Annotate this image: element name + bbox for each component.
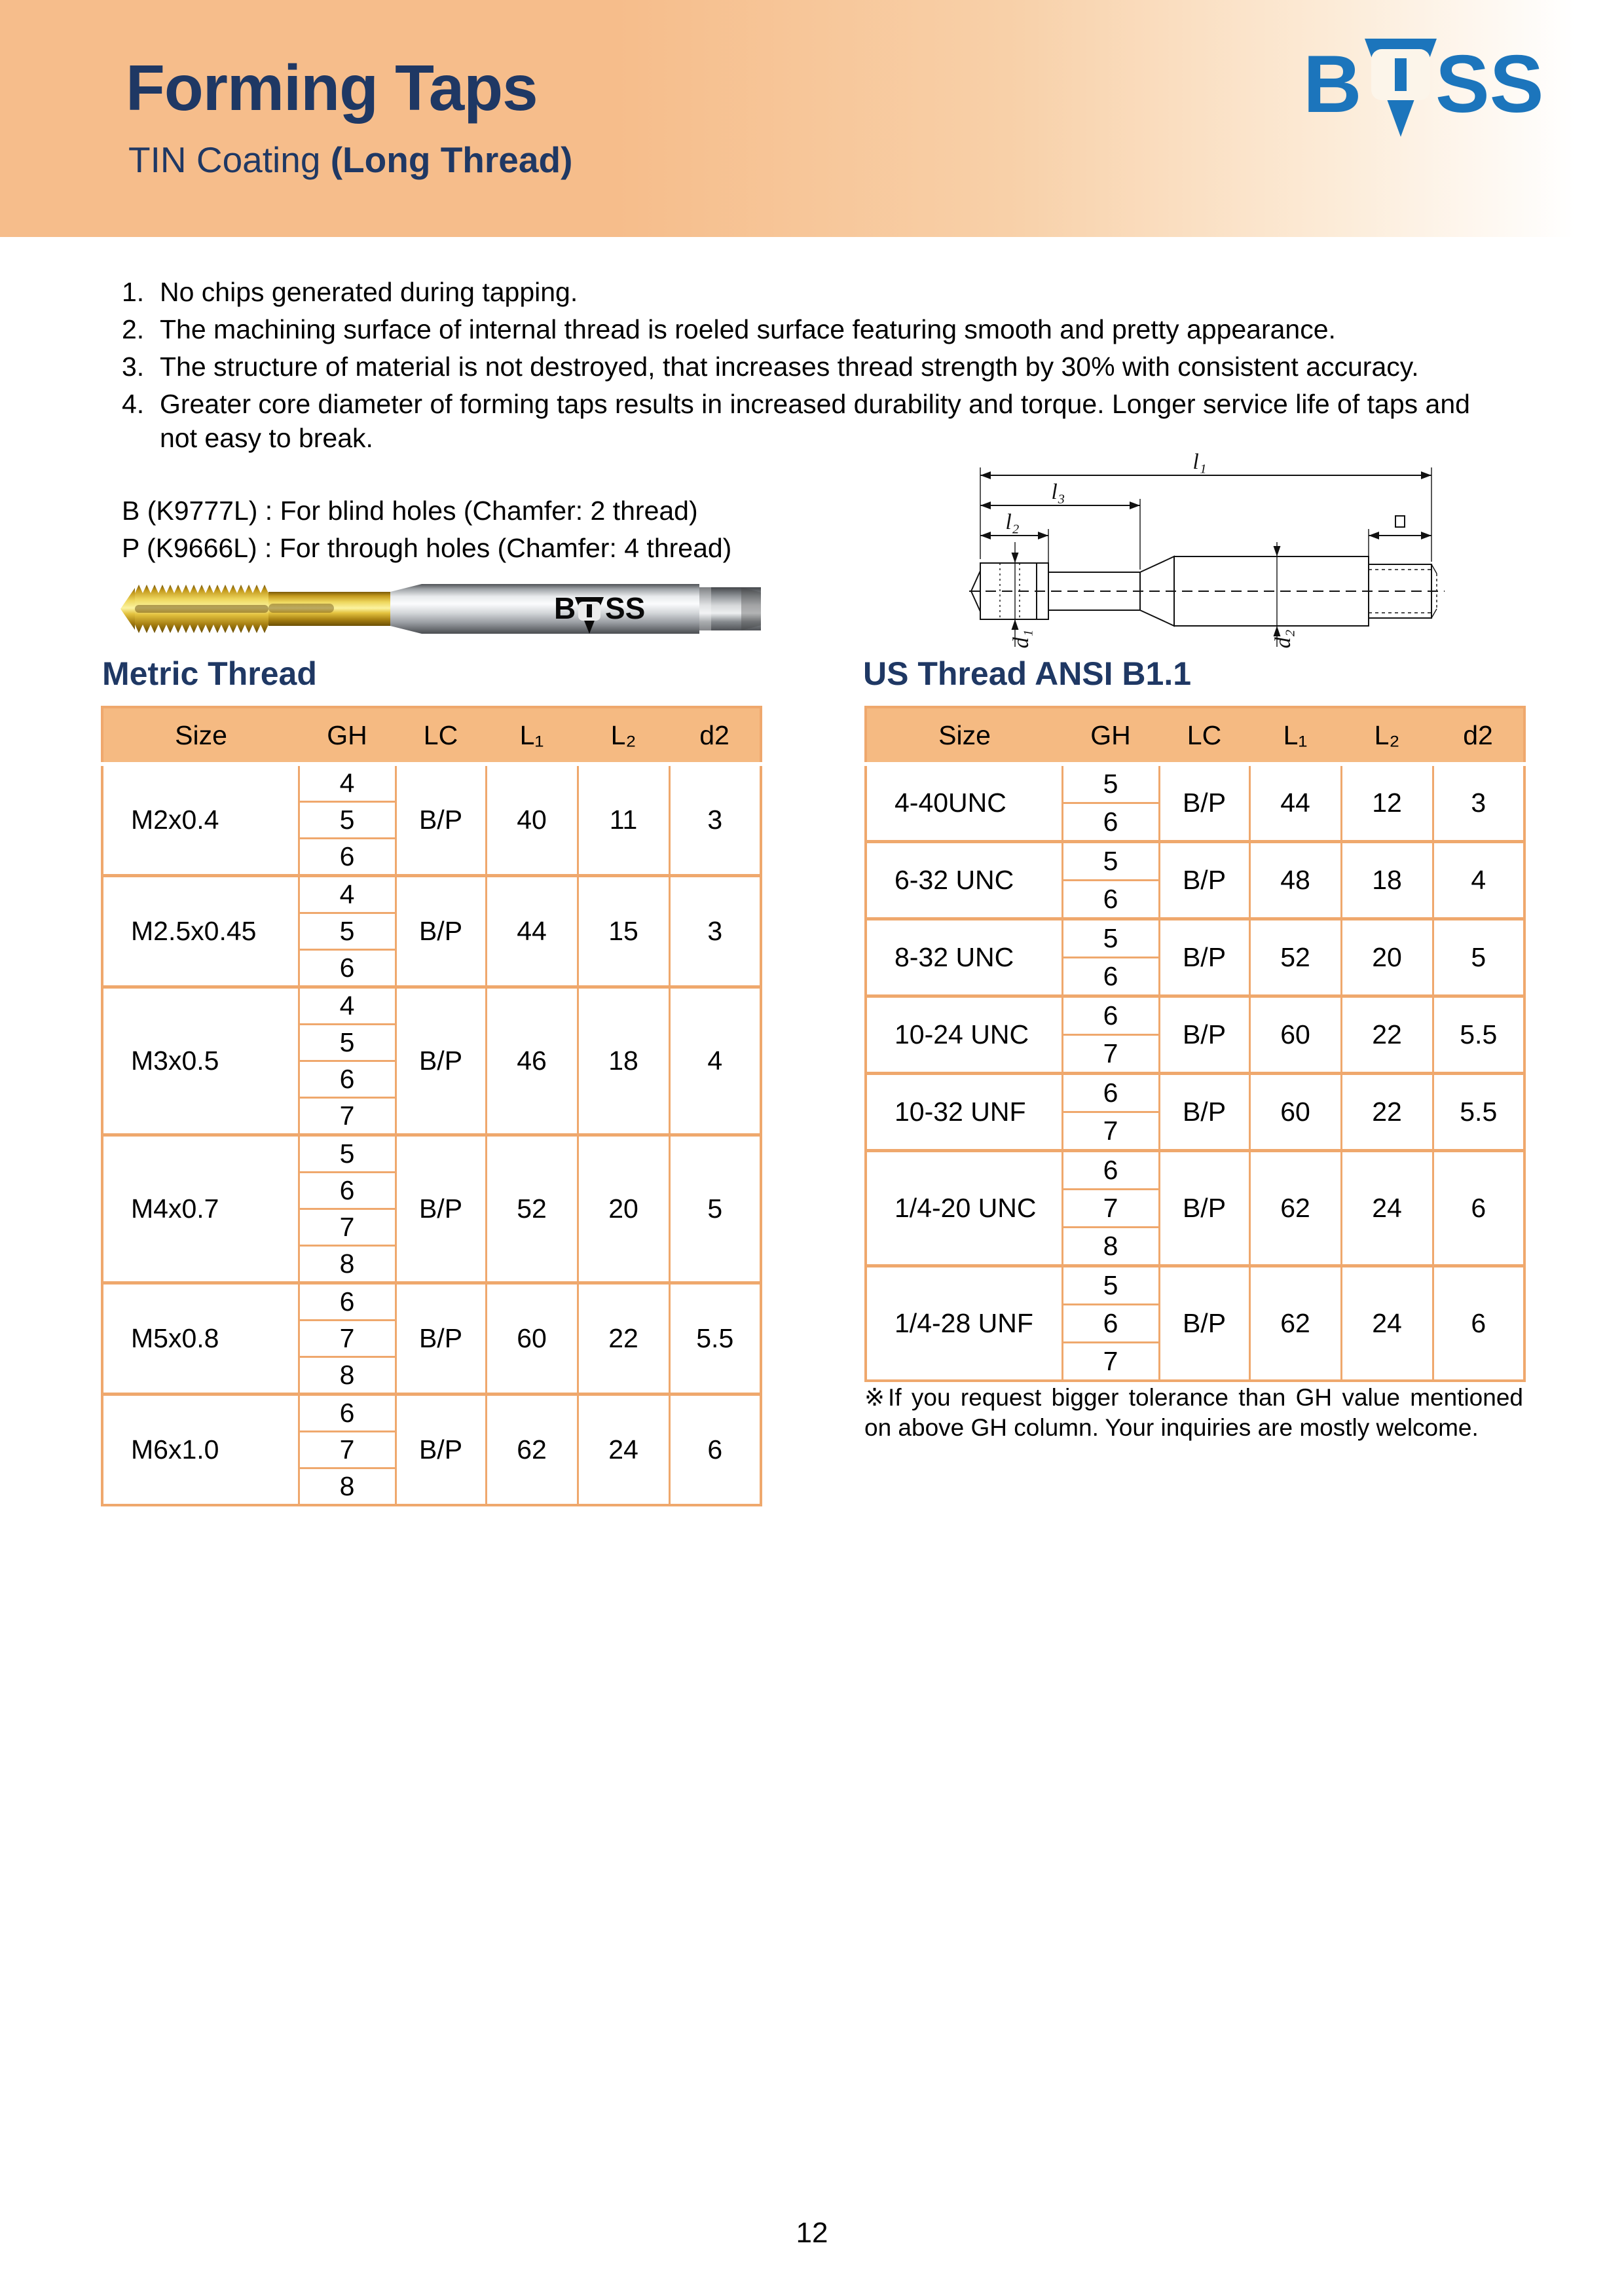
gh-cell: 6 xyxy=(1062,1074,1159,1112)
lc-cell: B/P xyxy=(1159,996,1249,1074)
l2-cell: 20 xyxy=(578,1135,669,1283)
feature-item xyxy=(122,275,1510,309)
gh-cell: 4 xyxy=(299,876,396,913)
gh-cell: 6 xyxy=(299,1394,396,1432)
size-cell: 10-32 UNF xyxy=(866,1074,1062,1151)
column-header: LC xyxy=(1159,707,1249,764)
l1-cell: 40 xyxy=(486,764,578,876)
gh-cell: 5 xyxy=(1062,919,1159,958)
table-row xyxy=(102,1283,761,1321)
column-header: d2 xyxy=(669,707,761,764)
d2-cell: 5.5 xyxy=(669,1283,761,1394)
diagram-extension-lines xyxy=(980,467,1431,570)
l1-cell: 62 xyxy=(486,1394,578,1506)
lc-cell: B/P xyxy=(396,1394,486,1506)
column-header: d2 xyxy=(1433,707,1524,764)
l1-cell: 60 xyxy=(1249,996,1341,1074)
size-cell: 1/4-20 UNC xyxy=(866,1151,1062,1266)
us-section-title: US Thread ANSI B1.1 xyxy=(863,655,1192,692)
l1-cell: 62 xyxy=(1249,1266,1341,1381)
d2-cell: 3 xyxy=(669,764,761,876)
feature-item xyxy=(122,350,1510,384)
table-row xyxy=(866,1074,1524,1112)
square-symbol-icon xyxy=(1395,516,1405,527)
l2-cell: 12 xyxy=(1341,764,1433,842)
column-header: L₁ xyxy=(1249,707,1341,764)
size-cell: M2.5x0.45 xyxy=(102,876,299,987)
l1-cell: 60 xyxy=(486,1283,578,1394)
l1-cell: 52 xyxy=(486,1135,578,1283)
column-header: L₂ xyxy=(1341,707,1433,764)
size-cell: M6x1.0 xyxy=(102,1394,299,1506)
feature-number: 1. xyxy=(122,277,145,307)
d2-cell: 3 xyxy=(669,876,761,987)
lc-cell: B/P xyxy=(396,876,486,987)
table-row xyxy=(866,1151,1524,1190)
tap-logo-ss: SS xyxy=(605,591,646,625)
gh-cell: 5 xyxy=(1062,1266,1159,1305)
column-header: Size xyxy=(866,707,1062,764)
gh-cell: 7 xyxy=(1062,1035,1159,1074)
gh-cell: 5 xyxy=(299,1135,396,1173)
gh-cell: 5 xyxy=(1062,764,1159,803)
dimension-diagram xyxy=(969,450,1477,660)
lc-cell: B/P xyxy=(396,1135,486,1283)
size-cell: 10-24 UNC xyxy=(866,996,1062,1074)
l2-cell: 24 xyxy=(1341,1266,1433,1381)
table-row xyxy=(102,987,761,1025)
gh-cell: 4 xyxy=(299,764,396,802)
logo-letters-ss: SS xyxy=(1435,39,1544,130)
l2-cell: 22 xyxy=(1341,996,1433,1074)
size-cell: M5x0.8 xyxy=(102,1283,299,1394)
logo-o-bar xyxy=(1395,58,1407,91)
l1-cell: 60 xyxy=(1249,1074,1341,1151)
gh-footnote: ※If you request bigger tolerance than GH value mentioned on above GH column. Your inquiries are mostly welcome. xyxy=(864,1384,1523,1441)
feature-number: 4. xyxy=(122,389,145,419)
lc-cell: B/P xyxy=(396,764,486,876)
gh-cell: 6 xyxy=(299,839,396,876)
logo-letter-b: B xyxy=(1303,39,1362,130)
metric-table xyxy=(101,706,762,1506)
header-row xyxy=(102,707,761,764)
d2-cell: 6 xyxy=(669,1394,761,1506)
l1-cell: 62 xyxy=(1249,1151,1341,1266)
gh-cell: 6 xyxy=(1062,1305,1159,1343)
d2-cell: 5 xyxy=(669,1135,761,1283)
size-cell: 4-40UNC xyxy=(866,764,1062,842)
d2-cell: 4 xyxy=(669,987,761,1135)
table-row xyxy=(866,1266,1524,1305)
dim-line-l3 xyxy=(980,480,1140,509)
gh-cell: 7 xyxy=(1062,1190,1159,1228)
lc-cell: B/P xyxy=(1159,919,1249,996)
lc-cell: B/P xyxy=(1159,764,1249,842)
l1-cell: 48 xyxy=(1249,842,1341,919)
gh-cell: 7 xyxy=(1062,1343,1159,1381)
tap-square-chamfer xyxy=(741,587,761,630)
tap-neck-flute xyxy=(268,604,334,613)
feature-number: 3. xyxy=(122,352,145,382)
l2-cell: 20 xyxy=(1341,919,1433,996)
tap-tip xyxy=(120,588,135,630)
gh-cell: 6 xyxy=(1062,996,1159,1035)
gh-cell: 7 xyxy=(1062,1112,1159,1151)
d2-cell: 5 xyxy=(1433,919,1524,996)
d2-cell: 6 xyxy=(1433,1266,1524,1381)
dim-label-d2: d₂ xyxy=(1271,629,1295,649)
gh-cell: 7 xyxy=(299,1321,396,1357)
feature-item xyxy=(122,312,1510,346)
column-header: LC xyxy=(396,707,486,764)
l2-cell: 15 xyxy=(578,876,669,987)
gh-cell: 7 xyxy=(299,1098,396,1135)
d2-cell: 6 xyxy=(1433,1151,1524,1266)
size-cell: M3x0.5 xyxy=(102,987,299,1135)
lc-cell: B/P xyxy=(1159,1074,1249,1151)
feature-number: 2. xyxy=(122,314,145,344)
variant-through: P (K9666L) : For through holes (Chamfer: 4 thread) xyxy=(122,533,732,563)
gh-cell: 5 xyxy=(299,1025,396,1061)
l2-cell: 24 xyxy=(1341,1151,1433,1266)
tap-logo-b: B xyxy=(554,591,576,625)
page-title: Forming Taps xyxy=(126,52,538,124)
feature-text: The machining surface of internal thread is roeled surface featuring smooth and pretty appearance. xyxy=(160,314,1336,344)
feature-text: No chips generated during tapping. xyxy=(160,277,578,307)
column-header: GH xyxy=(1062,707,1159,764)
d2-cell: 5.5 xyxy=(1433,1074,1524,1151)
lc-cell: B/P xyxy=(1159,1266,1249,1381)
gh-cell: 8 xyxy=(1062,1228,1159,1266)
page-number: 12 xyxy=(796,2217,828,2249)
gh-cell: 7 xyxy=(299,1432,396,1468)
l2-cell: 18 xyxy=(578,987,669,1135)
size-cell: 1/4-28 UNF xyxy=(866,1266,1062,1381)
page-subtitle xyxy=(128,139,572,181)
table-row xyxy=(866,996,1524,1035)
variant-blind: B (K9777L) : For blind holes (Chamfer: 2 thread) xyxy=(122,496,698,526)
l2-cell: 18 xyxy=(1341,842,1433,919)
lc-cell: B/P xyxy=(396,987,486,1135)
gh-cell: 8 xyxy=(299,1246,396,1283)
gh-cell: 6 xyxy=(1062,803,1159,842)
dim-line-square xyxy=(1369,516,1431,539)
subtitle-regular: TIN Coating xyxy=(128,139,331,180)
table-row xyxy=(866,842,1524,881)
lc-cell: B/P xyxy=(396,1283,486,1394)
gh-cell: 6 xyxy=(299,1173,396,1209)
table-row xyxy=(102,1135,761,1173)
variant-lines xyxy=(122,492,731,567)
dim-line-d2 xyxy=(1271,542,1295,648)
table-row xyxy=(866,919,1524,958)
gh-cell: 6 xyxy=(299,1283,396,1321)
header-row xyxy=(866,707,1524,764)
column-header: L₁ xyxy=(486,707,578,764)
gh-cell: 6 xyxy=(1062,881,1159,919)
table-row xyxy=(102,1394,761,1432)
boss-logo xyxy=(1302,29,1559,141)
feature-list xyxy=(122,275,1510,458)
header-band xyxy=(0,0,1624,237)
size-cell: M2x0.4 xyxy=(102,764,299,876)
d2-cell: 4 xyxy=(1433,842,1524,919)
metric-section-title: Metric Thread xyxy=(102,655,317,692)
d2-cell: 3 xyxy=(1433,764,1524,842)
gh-cell: 5 xyxy=(1062,842,1159,881)
column-header: L₂ xyxy=(578,707,669,764)
dim-line-d1 xyxy=(1009,542,1033,648)
l1-cell: 52 xyxy=(1249,919,1341,996)
size-cell: M4x0.7 xyxy=(102,1135,299,1283)
l1-cell: 44 xyxy=(1249,764,1341,842)
gh-cell: 7 xyxy=(299,1209,396,1246)
tap-cone xyxy=(390,584,422,634)
lc-cell: B/P xyxy=(1159,842,1249,919)
gh-cell: 8 xyxy=(299,1357,396,1394)
dim-line-l1 xyxy=(980,450,1431,479)
gh-cell: 6 xyxy=(1062,1151,1159,1190)
gh-cell: 5 xyxy=(299,802,396,839)
dim-line-l2 xyxy=(980,510,1048,539)
us-table xyxy=(864,706,1526,1382)
column-header: GH xyxy=(299,707,396,764)
feature-text: The structure of material is not destroyed, that increases thread strength by 30% with consistent accuracy. xyxy=(160,352,1419,382)
l1-cell: 44 xyxy=(486,876,578,987)
lc-cell: B/P xyxy=(1159,1151,1249,1266)
gh-cell: 5 xyxy=(299,913,396,950)
gh-cell: 6 xyxy=(299,1061,396,1098)
tap-thread-flute xyxy=(135,605,268,613)
l2-cell: 22 xyxy=(578,1283,669,1394)
table-row xyxy=(102,764,761,802)
l2-cell: 24 xyxy=(578,1394,669,1506)
gh-cell: 4 xyxy=(299,987,396,1025)
table-row xyxy=(102,876,761,913)
l2-cell: 22 xyxy=(1341,1074,1433,1151)
subtitle-bold: (Long Thread) xyxy=(330,139,573,180)
column-header: Size xyxy=(102,707,299,764)
feature-item xyxy=(122,387,1510,455)
tap-square-highlight xyxy=(699,587,711,630)
tap-photo xyxy=(119,580,762,638)
d2-cell: 5.5 xyxy=(1433,996,1524,1074)
dim-label-l2: l₂ xyxy=(1005,510,1020,534)
gh-cell: 8 xyxy=(299,1468,396,1506)
tap-logo-bar xyxy=(587,604,592,617)
feature-text: Greater core diameter of forming taps results in increased durability and torque. Longer service life of taps and not easy to break. xyxy=(160,389,1470,453)
size-cell: 6-32 UNC xyxy=(866,842,1062,919)
dim-label-d1: d₁ xyxy=(1009,629,1033,649)
dim-label-l3: l₃ xyxy=(1051,480,1065,504)
size-cell: 8-32 UNC xyxy=(866,919,1062,996)
table-row xyxy=(866,764,1524,803)
l2-cell: 11 xyxy=(578,764,669,876)
l1-cell: 46 xyxy=(486,987,578,1135)
dim-label-l1: l₁ xyxy=(1192,450,1207,474)
gh-cell: 6 xyxy=(299,950,396,987)
gh-cell: 6 xyxy=(1062,958,1159,996)
